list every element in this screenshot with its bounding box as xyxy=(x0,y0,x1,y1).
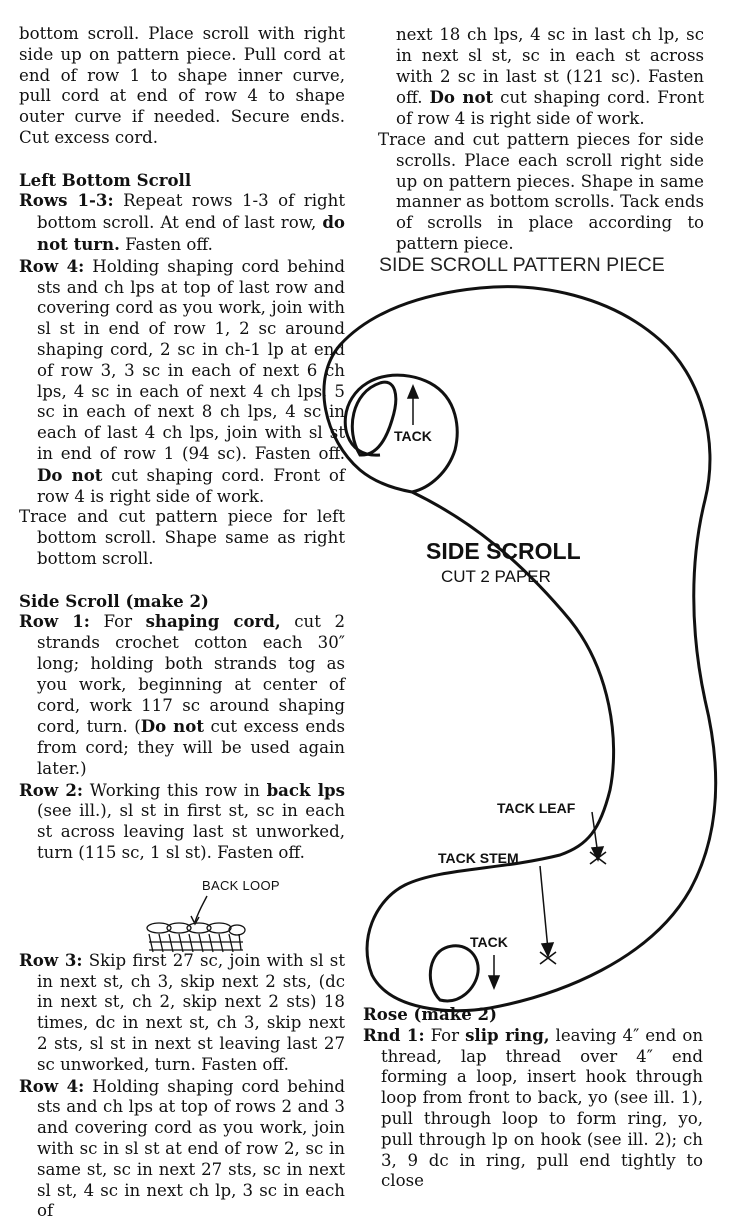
scroll-outline xyxy=(324,287,716,1011)
right-p1 xyxy=(378,25,704,130)
row-text: Holding shaping cord behind sts and ch lps at top of rows 2 and 3 and covering cord as you work, join with sc in sl st at end of row 2, sc in same st, sc in next 27 sts, sc in next sl st, 4 sc in next ch lp, 3 sc in each of xyxy=(37,1076,346,1221)
row-label: Row 3: xyxy=(19,949,83,970)
row-bold: back lps xyxy=(266,779,346,800)
back-loop-illustration xyxy=(19,864,345,950)
cut-2-paper-label: CUT 2 PAPER xyxy=(441,567,551,586)
row-label: Row 4: xyxy=(19,255,85,276)
lbs-trace xyxy=(19,507,345,569)
rose-rnd-1 xyxy=(363,1025,703,1192)
tack-bottom-label: TACK xyxy=(470,934,508,950)
tack-top-arrowhead xyxy=(408,386,418,398)
right-column xyxy=(378,25,704,255)
top-inner-loop xyxy=(352,382,395,455)
row-text: Skip first 27 sc, join with sl st in next st, ch 3, skip next 2 sts, (dc in next st, ch 2, skip next 2 sts) 18 times, dc in next st, ch 3, skip next 2 sts, sl st in next st leaving last 27 sc unworked, turn. Fasten off. xyxy=(37,950,345,1074)
tack-leaf-label: TACK LEAF xyxy=(497,800,576,816)
ss-row-4 xyxy=(19,1076,345,1222)
side-scroll-label: SIDE SCROLL xyxy=(426,538,581,564)
row-label: Rows 1-3: xyxy=(19,190,114,211)
trace-text: Trace and cut pattern piece for left bottom scroll. Shape same as right bottom scroll. xyxy=(19,507,345,568)
ss-row-3 xyxy=(19,950,345,1076)
row-bold: slip ring, xyxy=(465,1024,550,1045)
pattern-title: SIDE SCROLL PATTERN PIECE xyxy=(379,254,665,276)
crochet-stitch-drawing xyxy=(119,892,259,962)
right-p2 xyxy=(378,130,704,255)
row-label: Row 1: xyxy=(19,611,90,632)
row-text: cut 2 strands crochet cotton each 30″ long; holding both strands tog as you work, beginning at center of cord, work 117 sc around shaping cord, turn. ( xyxy=(37,612,346,737)
heading-rose: Rose (make 2) xyxy=(363,1004,497,1024)
row-text: (see ill.), sl st in first st, sc in each st across leaving last st unworked, turn (115 sc, 1 sl st). Fasten off. xyxy=(37,801,345,863)
tack-stem-arrow xyxy=(540,866,548,950)
row-label: Row 4: xyxy=(19,1075,85,1096)
row-text-end: cut shaping cord. Front of row 4 is right side of work. xyxy=(37,465,345,506)
row-label: Rnd 1: xyxy=(363,1024,425,1045)
lbs-row-4 xyxy=(19,256,345,508)
paragraph-bold: Do not xyxy=(429,87,494,108)
paragraph-scroll-placement xyxy=(19,24,345,149)
row-bold: Do not xyxy=(140,716,204,737)
row-text: cut excess ends from cord; they will be used again later.) xyxy=(37,717,345,778)
row-text: Working this row in xyxy=(89,780,260,800)
bottom-inner-loop xyxy=(430,946,478,1001)
tack-top-label: TACK xyxy=(394,428,432,444)
row-text: Repeat rows 1-3 of right bottom scroll. At end of last row, xyxy=(37,191,345,233)
heading-left-bottom-scroll: Left Bottom Scroll xyxy=(19,169,192,190)
paragraph-text: next 18 ch lps, 4 sc in last ch lp, sc in next sl st, sc in each st across with 2 sc in last st (121 sc). Fasten off. xyxy=(396,25,704,108)
row-label: Row 2: xyxy=(19,779,84,800)
row-text-end: Fasten off. xyxy=(125,234,213,254)
row-text: Holding shaping cord behind sts and ch lps at top of last row and covering cord as you work, join with sl st in end of row 1, 2 sc around shaping cord, 2 sc in ch-1 lp at end of row 3, 3 sc in each of next 6 ch lps, 4 sc in each of next 4 ch lps, 5 sc in each of next 8 ch lps, 4 sc in each of last 4 ch lps, join with sl st in end of row 1 (94 sc). Fasten off. xyxy=(37,256,346,463)
rose-section xyxy=(363,1004,703,1192)
row-bold: do not turn. xyxy=(37,212,345,254)
tack-leaf-arrow xyxy=(592,812,598,855)
paragraph-text: bottom scroll. Place scroll with right side up on pattern piece. Pull cord at end of row 1 to shape inner curve, pull cord at end of row 4 to shape outer curve if needed. Secure ends. Cut excess cord. xyxy=(19,24,345,147)
row-text: For xyxy=(103,612,132,632)
ss-row-1 xyxy=(19,611,345,779)
row-text: leaving 4″ end on thread, lap thread over 4″ end forming a loop, insert hook through loop from front to back, yo (see ill. 1), pull through loop to form ring, yo, pull through lp on hook (see ill. 2); ch 3, 9 dc in ring, pull end tightly to close xyxy=(381,1025,704,1191)
heading-side-scroll: Side Scroll (make 2) xyxy=(19,590,209,611)
left-column xyxy=(19,24,345,1222)
row-bold: Do not xyxy=(37,464,103,485)
tack-stem-label: TACK STEM xyxy=(438,850,519,866)
back-loop-label: BACK LOOP xyxy=(202,877,280,893)
lbs-rows-1-3 xyxy=(19,190,345,255)
paragraph-text: Trace and cut pattern pieces for side scrolls. Place each scroll right side up on pattern pieces. Shape in same manner as bottom scrolls. Tack ends of scrolls in place according to pattern piece. xyxy=(378,129,705,253)
tack-marks xyxy=(540,852,606,964)
ss-row-2 xyxy=(19,780,345,864)
row-bold: shaping cord, xyxy=(145,611,281,632)
paragraph-text-end: cut shaping cord. Front of row 4 is right side of work. xyxy=(396,88,704,129)
row-text: For xyxy=(430,1025,460,1045)
